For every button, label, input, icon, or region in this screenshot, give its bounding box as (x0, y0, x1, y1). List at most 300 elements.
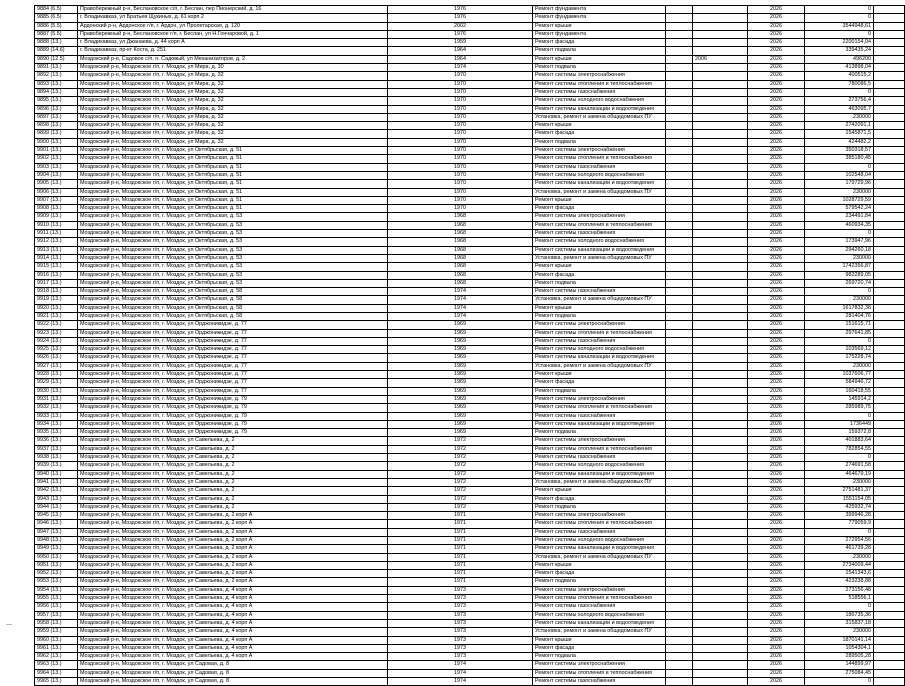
year-cell: 1968 (388, 213, 533, 221)
row-id-cell: 9889 (14.6) (35, 47, 78, 55)
address-cell: Моздокский р-н, Моздокское г/п, г. Моздок, ул Савельева, д. 4 корп А (78, 628, 388, 636)
row-id-cell: 9939 (13.) (35, 462, 78, 470)
work-type-cell: Ремонт фасада (533, 644, 666, 652)
cost-cell: 294260,18 (805, 246, 874, 254)
row-id-cell: 9922 (13.) (35, 321, 78, 329)
address-cell: Моздокский р-н, Моздокское г/п, г. Моздок, ул Орджоникидзе, д. 77 (78, 354, 388, 362)
blank-cell (874, 72, 905, 80)
year-cell: 1970 (388, 205, 533, 213)
work-type-cell: Ремонт системы отопления и теплоснабжения (533, 595, 666, 603)
extra-cell (666, 97, 693, 105)
row-id-cell: 9917 (13.) (35, 279, 78, 287)
capital-repair-table (34, 5, 905, 686)
last-repair-year-cell (693, 412, 748, 420)
cost-cell: 160418,55 (805, 387, 874, 395)
table-row (35, 354, 905, 362)
planned-year-cell: 2026 (748, 288, 805, 296)
blank-cell (874, 478, 905, 486)
work-type-cell: Установка, ремонт и замена общедомовых ПУ (533, 553, 666, 561)
blank-cell (874, 88, 905, 96)
row-id-cell: 9947 (13.) (35, 528, 78, 536)
work-type-cell: Ремонт системы канализации и водоотведения (533, 180, 666, 188)
year-cell: 1971 (388, 553, 533, 561)
work-type-cell: Ремонт фундамента (533, 6, 666, 14)
work-type-cell: Ремонт системы холодного водоснабжения (533, 238, 666, 246)
work-type-cell: Ремонт крыши (533, 561, 666, 569)
table-row (35, 14, 905, 22)
extra-cell (666, 72, 693, 80)
last-repair-year-cell (693, 329, 748, 337)
spreadsheet-page (34, 5, 889, 686)
cost-cell: 1870141,14 (805, 636, 874, 644)
table-row (35, 72, 905, 80)
table-row (35, 462, 905, 470)
cost-cell: 425932,74 (805, 503, 874, 511)
cost-cell: 0 (805, 14, 874, 22)
last-repair-year-cell (693, 246, 748, 254)
blank-cell (874, 254, 905, 262)
last-repair-year-cell (693, 88, 748, 96)
planned-year-cell: 2026 (748, 22, 805, 30)
address-cell: Моздокский р-н, Моздокское г/п, г. Моздок, ул Савельева, д. 4 корп А (78, 595, 388, 603)
blank-cell (874, 387, 905, 395)
work-type-cell: Ремонт системы газоснабжения (533, 163, 666, 171)
table-row (35, 337, 905, 345)
table-row (35, 47, 905, 55)
blank-cell (874, 180, 905, 188)
work-type-cell: Ремонт крыши (533, 304, 666, 312)
address-cell: Моздокский р-н, Моздокское г/п, г. Моздок, ул Савельева, д. 4 корп А (78, 611, 388, 619)
year-cell: 1974 (388, 661, 533, 669)
year-cell: 1971 (388, 520, 533, 528)
cost-cell: 186735,36 (805, 611, 874, 619)
work-type-cell: Ремонт подвала (533, 47, 666, 55)
address-cell: Моздокский р-н, Моздокское г/п, г. Моздок, ул Октябрьская, д. 51 (78, 155, 388, 163)
year-cell: 1970 (388, 122, 533, 130)
row-id-cell: 9965 (13.) (35, 678, 78, 686)
last-repair-year-cell (693, 279, 748, 287)
table-row (35, 437, 905, 445)
address-cell: Моздокский р-н, Моздокское г/п, г. Моздок, ул Савельева, д. 2 (78, 462, 388, 470)
work-type-cell: Ремонт системы канализации и водоотведения (533, 619, 666, 627)
address-cell: Моздокский р-н, Моздокское г/п, г. Моздок, ул Орджоникидзе, д. 79 (78, 404, 388, 412)
blank-cell (874, 171, 905, 179)
address-cell: Моздокский р-н, Моздокское г/п, г. Моздок, ул Октябрьская, д. 51 (78, 205, 388, 213)
year-cell: 1968 (388, 238, 533, 246)
planned-year-cell: 2026 (748, 196, 805, 204)
row-id-cell: 9948 (13.) (35, 537, 78, 545)
table-row (35, 561, 905, 569)
table-row (35, 470, 905, 478)
extra-cell (666, 545, 693, 553)
planned-year-cell: 2026 (748, 653, 805, 661)
cost-cell: 982289,05 (805, 271, 874, 279)
last-repair-year-cell (693, 113, 748, 121)
year-cell: 1973 (388, 586, 533, 594)
work-type-cell: Ремонт системы отопления и теплоснабжения (533, 445, 666, 453)
table-row (35, 171, 905, 179)
table-row (35, 230, 905, 238)
blank-cell (874, 288, 905, 296)
extra-cell (666, 346, 693, 354)
blank-cell (874, 279, 905, 287)
work-type-cell: Установка, ремонт и замена общедомовых ПУ (533, 296, 666, 304)
planned-year-cell: 2026 (748, 628, 805, 636)
row-id-cell: 9937 (13.) (35, 445, 78, 453)
table-row (35, 296, 905, 304)
table-row (35, 636, 905, 644)
table-row (35, 80, 905, 88)
year-cell: 1974 (388, 288, 533, 296)
blank-cell (874, 503, 905, 511)
row-id-cell: 9885 (6.5) (35, 14, 78, 22)
year-cell: 1974 (388, 64, 533, 72)
work-type-cell: Ремонт системы электроснабжения (533, 661, 666, 669)
extra-cell (666, 595, 693, 603)
last-repair-year-cell (693, 619, 748, 627)
year-cell: 1976 (388, 6, 533, 14)
cost-cell: 0 (805, 528, 874, 536)
row-id-cell: 9930 (13.) (35, 387, 78, 395)
table-row (35, 22, 905, 30)
year-cell: 1970 (388, 171, 533, 179)
work-type-cell: Ремонт системы электроснабжения (533, 72, 666, 80)
extra-cell (666, 487, 693, 495)
row-id-cell: 9899 (13.) (35, 130, 78, 138)
table-row (35, 487, 905, 495)
year-cell: 1969 (388, 354, 533, 362)
blank-cell (874, 337, 905, 345)
cost-cell: 0 (805, 412, 874, 420)
planned-year-cell: 2026 (748, 296, 805, 304)
table-row (35, 155, 905, 163)
table-row (35, 528, 905, 536)
year-cell: 1969 (388, 362, 533, 370)
row-id-cell: 9895 (13.) (35, 97, 78, 105)
year-cell: 1964 (388, 47, 533, 55)
year-cell: 1969 (388, 404, 533, 412)
work-type-cell: Ремонт системы газоснабжения (533, 603, 666, 611)
year-cell: 1970 (388, 163, 533, 171)
cost-cell: 179729,96 (805, 180, 874, 188)
planned-year-cell: 2026 (748, 155, 805, 163)
row-id-cell: 9921 (13.) (35, 312, 78, 320)
planned-year-cell: 2026 (748, 512, 805, 520)
last-repair-year-cell (693, 213, 748, 221)
year-cell: 1968 (388, 221, 533, 229)
row-id-cell: 9923 (13.) (35, 329, 78, 337)
row-id-cell: 9916 (13.) (35, 271, 78, 279)
table-row (35, 653, 905, 661)
cost-cell: 230000 (805, 188, 874, 196)
extra-cell (666, 321, 693, 329)
table-row (35, 595, 905, 603)
blank-cell (874, 537, 905, 545)
last-repair-year-cell (693, 312, 748, 320)
cost-cell: 297641,85 (805, 329, 874, 337)
row-id-cell: 9933 (13.) (35, 412, 78, 420)
cost-cell: 399946,28 (805, 512, 874, 520)
blank-cell (874, 404, 905, 412)
planned-year-cell: 2026 (748, 346, 805, 354)
year-cell: 1976 (388, 14, 533, 22)
blank-cell (874, 429, 905, 437)
last-repair-year-cell (693, 80, 748, 88)
extra-cell (666, 537, 693, 545)
last-repair-year-cell (693, 578, 748, 586)
row-id-cell: 9951 (13.) (35, 561, 78, 569)
year-cell: 1974 (388, 678, 533, 686)
extra-cell (666, 495, 693, 503)
address-cell: Моздокский р-н, Моздокское г/п, г. Моздок, ул Мира, д. 32 (78, 88, 388, 96)
blank-cell (874, 271, 905, 279)
cost-cell: 0 (805, 30, 874, 38)
year-cell: 1969 (388, 429, 533, 437)
last-repair-year-cell (693, 72, 748, 80)
last-repair-year-cell (693, 512, 748, 520)
row-id-cell: 9911 (13.) (35, 230, 78, 238)
work-type-cell: Ремонт системы газоснабжения (533, 337, 666, 345)
extra-cell (666, 644, 693, 652)
planned-year-cell: 2026 (748, 221, 805, 229)
table-row (35, 445, 905, 453)
address-cell: Моздокский р-н, Моздокское г/п, г. Моздок, ул Савельева, д. 2 корп А (78, 512, 388, 520)
table-row (35, 371, 905, 379)
extra-cell (666, 30, 693, 38)
blank-cell (874, 55, 905, 63)
address-cell: Моздокский р-н, Моздокское г/п, г. Моздок, ул Савельева, д. 2 (78, 478, 388, 486)
last-repair-year-cell (693, 337, 748, 345)
last-repair-year-cell (693, 188, 748, 196)
blank-cell (874, 495, 905, 503)
cost-cell: 275084,45 (805, 669, 874, 677)
cost-cell: 173947,96 (805, 238, 874, 246)
row-id-cell: 9949 (13.) (35, 545, 78, 553)
extra-cell (666, 288, 693, 296)
work-type-cell: Ремонт подвала (533, 138, 666, 146)
table-row (35, 30, 905, 38)
year-cell: 1974 (388, 296, 533, 304)
last-repair-year-cell (693, 47, 748, 55)
address-cell: Моздокский р-н, Моздокское г/п, г. Моздок, ул Мира, д. 32 (78, 138, 388, 146)
work-type-cell: Ремонт системы газоснабжения (533, 230, 666, 238)
planned-year-cell: 2026 (748, 561, 805, 569)
work-type-cell: Ремонт системы канализации и водоотведения (533, 246, 666, 254)
planned-year-cell: 2026 (748, 213, 805, 221)
extra-cell (666, 661, 693, 669)
address-cell: Правобережный р-н, Беслановское с/п, г. Беслан, пер Пионерский, д. 16 (78, 6, 388, 14)
blank-cell (874, 346, 905, 354)
table-row (35, 312, 905, 320)
table-row (35, 271, 905, 279)
last-repair-year-cell (693, 487, 748, 495)
extra-cell (666, 628, 693, 636)
cost-cell: 423238,88 (805, 578, 874, 586)
blank-cell (874, 512, 905, 520)
extra-cell (666, 669, 693, 677)
blank-cell (874, 611, 905, 619)
blank-cell (874, 354, 905, 362)
year-cell: 1970 (388, 138, 533, 146)
row-id-cell: 9935 (13.) (35, 429, 78, 437)
cost-cell: 0 (805, 88, 874, 96)
cost-cell: 0 (805, 337, 874, 345)
work-type-cell: Ремонт крыши (533, 122, 666, 130)
table-row (35, 147, 905, 155)
planned-year-cell: 2026 (748, 495, 805, 503)
extra-cell (666, 296, 693, 304)
year-cell: 1970 (388, 113, 533, 121)
address-cell: Моздокский р-н, Моздокское г/п, г. Моздок, ул Октябрьская, д. 51 (78, 180, 388, 188)
table-row (35, 6, 905, 14)
work-type-cell: Установка, ремонт и замена общедомовых ПУ (533, 254, 666, 262)
row-id-cell: 9957 (13.) (35, 611, 78, 619)
blank-cell (874, 636, 905, 644)
extra-cell (666, 279, 693, 287)
extra-cell (666, 420, 693, 428)
planned-year-cell: 2026 (748, 163, 805, 171)
blank-cell (874, 30, 905, 38)
year-cell: 1973 (388, 603, 533, 611)
extra-cell (666, 188, 693, 196)
row-id-cell: 9964 (13.) (35, 669, 78, 677)
cost-cell: 0 (805, 6, 874, 14)
blank-cell (874, 130, 905, 138)
planned-year-cell: 2026 (748, 238, 805, 246)
last-repair-year-cell (693, 495, 748, 503)
cost-cell: 230000 (805, 296, 874, 304)
work-type-cell: Ремонт фасада (533, 495, 666, 503)
table-row (35, 346, 905, 354)
table-row (35, 329, 905, 337)
blank-cell (874, 122, 905, 130)
work-type-cell: Ремонт фундамента (533, 14, 666, 22)
year-cell: 1974 (388, 669, 533, 677)
row-id-cell: 9932 (13.) (35, 404, 78, 412)
table-row (35, 619, 905, 627)
table-row (35, 586, 905, 594)
cost-cell: 579542,24 (805, 205, 874, 213)
blank-cell (874, 661, 905, 669)
blank-cell (874, 362, 905, 370)
cost-cell: 0 (805, 678, 874, 686)
cost-cell: 175228,74 (805, 354, 874, 362)
year-cell: 1969 (388, 387, 533, 395)
extra-cell (666, 105, 693, 113)
row-id-cell: 9894 (13.) (35, 88, 78, 96)
row-id-cell: 9892 (13.) (35, 72, 78, 80)
work-type-cell: Ремонт фасада (533, 205, 666, 213)
last-repair-year-cell (693, 321, 748, 329)
blank-cell (874, 379, 905, 387)
blank-cell (874, 669, 905, 677)
table-row (35, 495, 905, 503)
last-repair-year-cell (693, 678, 748, 686)
table-row (35, 64, 905, 72)
table-row (35, 180, 905, 188)
cost-cell: 0 (805, 163, 874, 171)
row-id-cell: 9926 (13.) (35, 354, 78, 362)
address-cell: Моздокский р-н, Моздокское г/п, г. Моздок, ул Савельева, д. 4 корп А (78, 603, 388, 611)
address-cell: Моздокский р-н, Моздокское г/п, г. Моздок, ул Орджоникидзе, д. 77 (78, 371, 388, 379)
year-cell: 1971 (388, 537, 533, 545)
address-cell: Моздокский р-н, Моздокское г/п, г. Моздок, ул Октябрьская, д. 51 (78, 196, 388, 204)
address-cell: Моздокский р-н, Моздокское г/п, г. Моздок, ул Орджоникидзе, д. 77 (78, 329, 388, 337)
table-row (35, 661, 905, 669)
cost-cell: 273156,48 (805, 586, 874, 594)
extra-cell (666, 653, 693, 661)
last-repair-year-cell (693, 97, 748, 105)
row-id-cell: 9958 (13.) (35, 619, 78, 627)
address-cell: Моздокский р-н, Моздокское г/п, г. Моздок, ул Октябрьская, д. 53 (78, 246, 388, 254)
year-cell: 1968 (388, 246, 533, 254)
row-id-cell: 9959 (13.) (35, 628, 78, 636)
year-cell: 1970 (388, 188, 533, 196)
address-cell: Моздокский р-н, Моздокское г/п, г. Моздок, ул Октябрьская, д. 51 (78, 171, 388, 179)
address-cell: Моздокский р-н, Моздокское г/п, г. Моздок, ул Орджоникидзе, д. 77 (78, 362, 388, 370)
work-type-cell: Ремонт крыши (533, 371, 666, 379)
address-cell: Моздокский р-н, Моздокское г/п, г. Моздок, ул Орджоникидзе, д. 79 (78, 420, 388, 428)
row-id-cell: 9931 (13.) (35, 395, 78, 403)
planned-year-cell: 2026 (748, 578, 805, 586)
row-id-cell: 9915 (13.) (35, 263, 78, 271)
planned-year-cell: 2026 (748, 130, 805, 138)
last-repair-year-cell (693, 263, 748, 271)
blank-cell (874, 487, 905, 495)
address-cell: Моздокский р-н, Садовое с/п, п. Садовый, ул Механизаторов, д. 2 (78, 55, 388, 63)
row-id-cell: 9936 (13.) (35, 437, 78, 445)
blank-cell (874, 553, 905, 561)
cost-cell: 2200154,04 (805, 39, 874, 47)
extra-cell (666, 678, 693, 686)
planned-year-cell: 2026 (748, 371, 805, 379)
cost-cell: 2734009,44 (805, 561, 874, 569)
address-cell: г. Владикавказ, ул Джанаева, д. 44 корп А (78, 39, 388, 47)
cost-cell: 103569,12 (805, 346, 874, 354)
planned-year-cell: 2026 (748, 395, 805, 403)
cost-cell: 0 (805, 288, 874, 296)
extra-cell (666, 312, 693, 320)
address-cell: Ардонский р-н, Ардонское г/п, г. Ардон, ул Пролетарская, д. 120 (78, 22, 388, 30)
table-row (35, 321, 905, 329)
work-type-cell: Установка, ремонт и замена общедомовых ПУ (533, 188, 666, 196)
address-cell: Моздокский р-н, Моздокское г/п, г. Моздок, ул Октябрьская, д. 53 (78, 279, 388, 287)
year-cell: 1970 (388, 155, 533, 163)
year-cell: 1959 (388, 39, 533, 47)
work-type-cell: Ремонт системы газоснабжения (533, 678, 666, 686)
blank-cell (874, 395, 905, 403)
planned-year-cell: 2026 (748, 337, 805, 345)
extra-cell (666, 570, 693, 578)
cost-cell: 400515,2 (805, 72, 874, 80)
work-type-cell: Ремонт системы холодного водоснабжения (533, 462, 666, 470)
last-repair-year-cell (693, 171, 748, 179)
row-id-cell: 9907 (13.) (35, 196, 78, 204)
row-id-cell: 9904 (13.) (35, 171, 78, 179)
work-type-cell: Ремонт фасада (533, 570, 666, 578)
table-row (35, 97, 905, 105)
last-repair-year-cell (693, 644, 748, 652)
blank-cell (874, 412, 905, 420)
extra-cell (666, 437, 693, 445)
last-repair-year-cell (693, 429, 748, 437)
row-id-cell: 9928 (13.) (35, 371, 78, 379)
last-repair-year-cell (693, 147, 748, 155)
address-cell: Моздокский р-н, Моздокское г/п, г. Моздок, ул Савельева, д. 2 корп А (78, 553, 388, 561)
year-cell: 1969 (388, 337, 533, 345)
blank-cell (874, 14, 905, 22)
table-row (35, 88, 905, 96)
